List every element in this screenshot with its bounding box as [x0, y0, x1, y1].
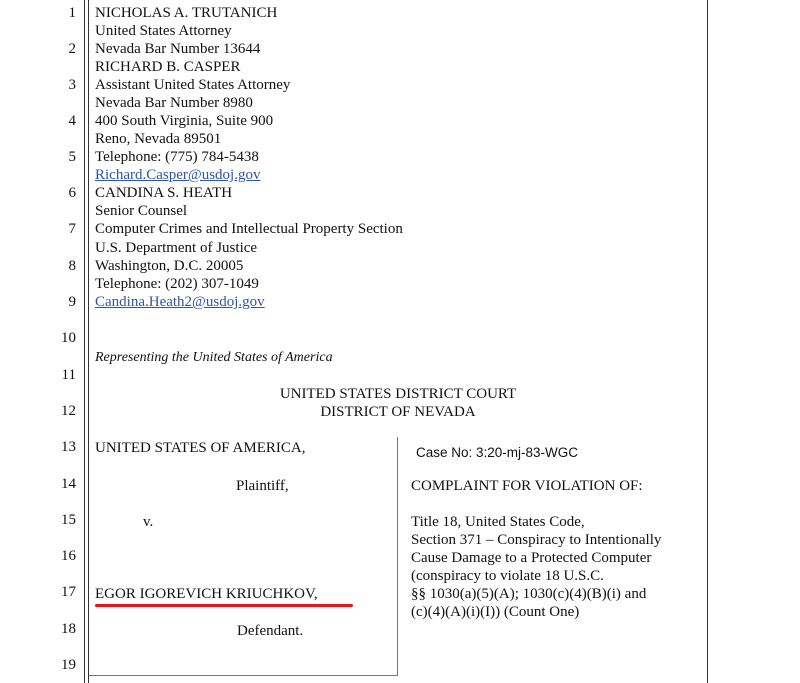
plaintiff-label: Plaintiff, [236, 478, 289, 494]
line-number: 12 [61, 403, 76, 419]
complaint-title: COMPLAINT FOR VIOLATION OF: [411, 478, 643, 494]
charge-line: (conspiracy to violate 18 U.S.C. [411, 568, 604, 584]
representing-line: Representing the United States of America [95, 350, 333, 365]
charge-line: §§ 1030(a)(5)(A); 1030(c)(4)(B)(i) and [411, 586, 647, 602]
court-name: UNITED STATES DISTRICT COURT [279, 386, 517, 402]
address-line: Washington, D.C. 20005 [95, 258, 244, 274]
bar-number: Nevada Bar Number 13644 [95, 41, 261, 57]
pleading-rule-left [84, 0, 85, 683]
plaintiff-name: UNITED STATES OF AMERICA, [95, 440, 306, 456]
section-name: Computer Crimes and Intellectual Property Section [95, 221, 403, 237]
caption-box [89, 437, 398, 676]
line-number: 1 [68, 5, 76, 21]
email-link[interactable]: Richard.Casper@usdoj.gov [95, 167, 261, 183]
address-line: Reno, Nevada 89501 [95, 131, 222, 147]
court-district: DISTRICT OF NEVADA [320, 404, 476, 420]
line-number: 3 [68, 77, 76, 93]
pleading-rule-right [707, 0, 708, 683]
attorney-title: United States Attorney [95, 23, 232, 39]
attorney-name: NICHOLAS A. TRUTANICH [95, 5, 278, 21]
line-number: 8 [68, 258, 76, 274]
charge-line: Title 18, United States Code, [411, 514, 585, 530]
attorney-name: CANDINA S. HEATH [95, 185, 233, 201]
email-link[interactable]: Candina.Heath2@usdoj.gov [95, 294, 265, 310]
address-line: 400 South Virginia, Suite 900 [95, 113, 274, 129]
line-number: 10 [61, 330, 76, 346]
charge-line: (c)(4)(A)(i)(I)) (Count One) [411, 604, 580, 620]
line-number: 13 [61, 439, 76, 455]
line-number: 6 [68, 185, 76, 201]
line-number: 5 [68, 149, 76, 165]
line-number: 16 [61, 548, 76, 564]
line-number: 14 [61, 476, 76, 492]
line-number: 2 [68, 41, 76, 57]
attorney-name: RICHARD B. CASPER [95, 59, 241, 75]
attorney-title: Senior Counsel [95, 203, 188, 219]
line-number: 18 [61, 621, 76, 637]
defendant-name: EGOR IGOREVICH KRIUCHKOV, [95, 586, 318, 602]
highlight-underline [95, 604, 353, 607]
line-number: 15 [61, 512, 76, 528]
charge-line: Section 371 – Conspiracy to Intentionally [411, 532, 662, 548]
line-number: 17 [61, 584, 76, 600]
bar-number: Nevada Bar Number 8980 [95, 95, 253, 111]
telephone: Telephone: (775) 784-5438 [95, 149, 259, 165]
department: U.S. Department of Justice [95, 240, 258, 256]
line-number: 19 [61, 657, 76, 673]
line-number: 9 [68, 294, 76, 310]
defendant-label: Defendant. [237, 623, 304, 639]
charge-line: Cause Damage to a Protected Computer [411, 550, 652, 566]
attorney-title: Assistant United States Attorney [95, 77, 291, 93]
line-number: 11 [61, 367, 76, 383]
telephone: Telephone: (202) 307-1049 [95, 276, 259, 292]
case-number: Case No: 3:20-mj-83-WGC [416, 445, 579, 460]
line-number: 4 [68, 113, 76, 129]
line-number: 7 [68, 221, 76, 237]
versus: v. [143, 514, 154, 530]
